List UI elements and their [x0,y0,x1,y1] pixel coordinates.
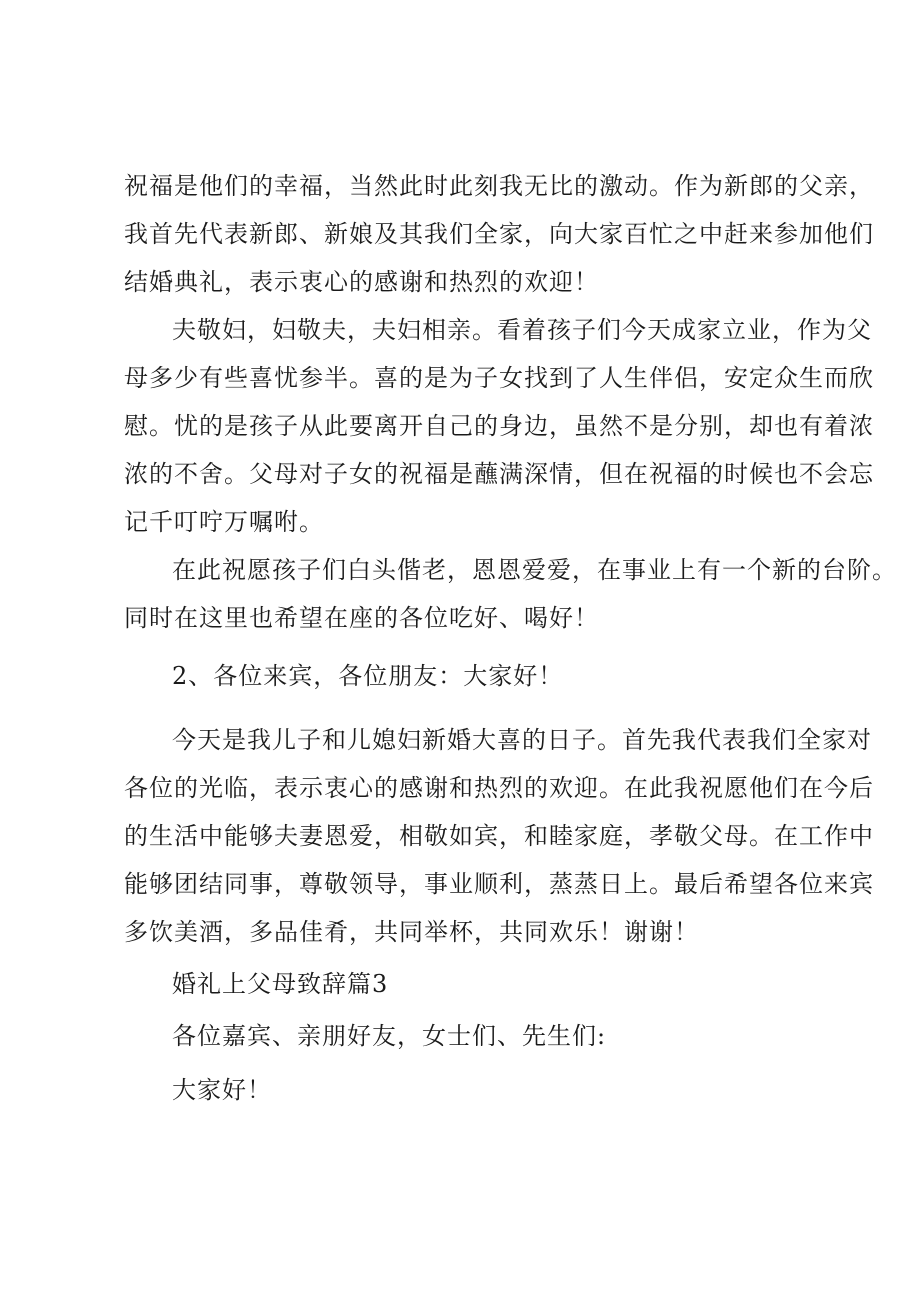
paragraph-1 [124,162,874,306]
paragraph-line: 多饮美酒，多品佳肴，共同举杯，共同欢乐！谢谢！ [124,918,699,946]
section-heading [124,960,824,1008]
salutation [124,1012,824,1060]
paragraph-5 [124,716,874,956]
paragraph-3 [124,546,897,642]
paragraph-line: 各位的光临，表示衷心的感谢和热烈的欢迎。在此我祝愿他们在今后 [124,774,874,802]
paragraph-line: 浓的不舍。父母对子女的祝福是蘸满深情，但在祝福的时候也不会忘 [124,460,874,488]
paragraph-line: 在此祝愿孩子们白头偕老，恩恩爱爱，在事业上有一个新的台阶。 [172,556,897,584]
paragraph-line: 祝福是他们的幸福，当然此时此刻我无比的激动。作为新郎的父亲， [124,172,874,200]
paragraph-line: 各位嘉宾、亲朋好友，女士们、先生们: [172,1022,607,1050]
paragraph-line: 慰。忧的是孩子从此要离开自己的身边，虽然不是分别，却也有着浓 [124,412,874,440]
paragraph-line: 同时在这里也希望在座的各位吃好、喝好！ [124,604,599,632]
paragraph-line: 我首先代表新郎、新娘及其我们全家，向大家百忙之中赶来参加他们 [124,220,874,248]
paragraph-line: 结婚典礼，表示衷心的感谢和热烈的欢迎！ [124,268,599,296]
paragraph-line: 婚礼上父母致辞篇3 [172,970,389,998]
paragraph-line: 母多少有些喜忧参半。喜的是为子女找到了人生伴侣，安定众生而欣 [124,364,874,392]
paragraph-line: 能够团结同事，尊敬领导，事业顺利，蒸蒸日上。最后希望各位来宾 [124,870,874,898]
paragraph-line: 记千叮咛万嘱咐。 [124,508,324,536]
paragraph-2 [124,306,874,546]
paragraph-line: 2、各位来宾，各位朋友：大家好！ [172,662,564,690]
greeting [124,1066,824,1114]
paragraph-line: 大家好！ [172,1076,272,1104]
paragraph-line: 的生活中能够夫妻恩爱，相敬如宾，和睦家庭，孝敬父母。在工作中 [124,822,874,850]
paragraph-line: 夫敬妇，妇敬夫，夫妇相亲。看着孩子们今天成家立业，作为父 [172,316,872,344]
paragraph-4 [124,652,824,700]
paragraph-line: 今天是我儿子和儿媳妇新婚大喜的日子。首先我代表我们全家对 [172,726,872,754]
